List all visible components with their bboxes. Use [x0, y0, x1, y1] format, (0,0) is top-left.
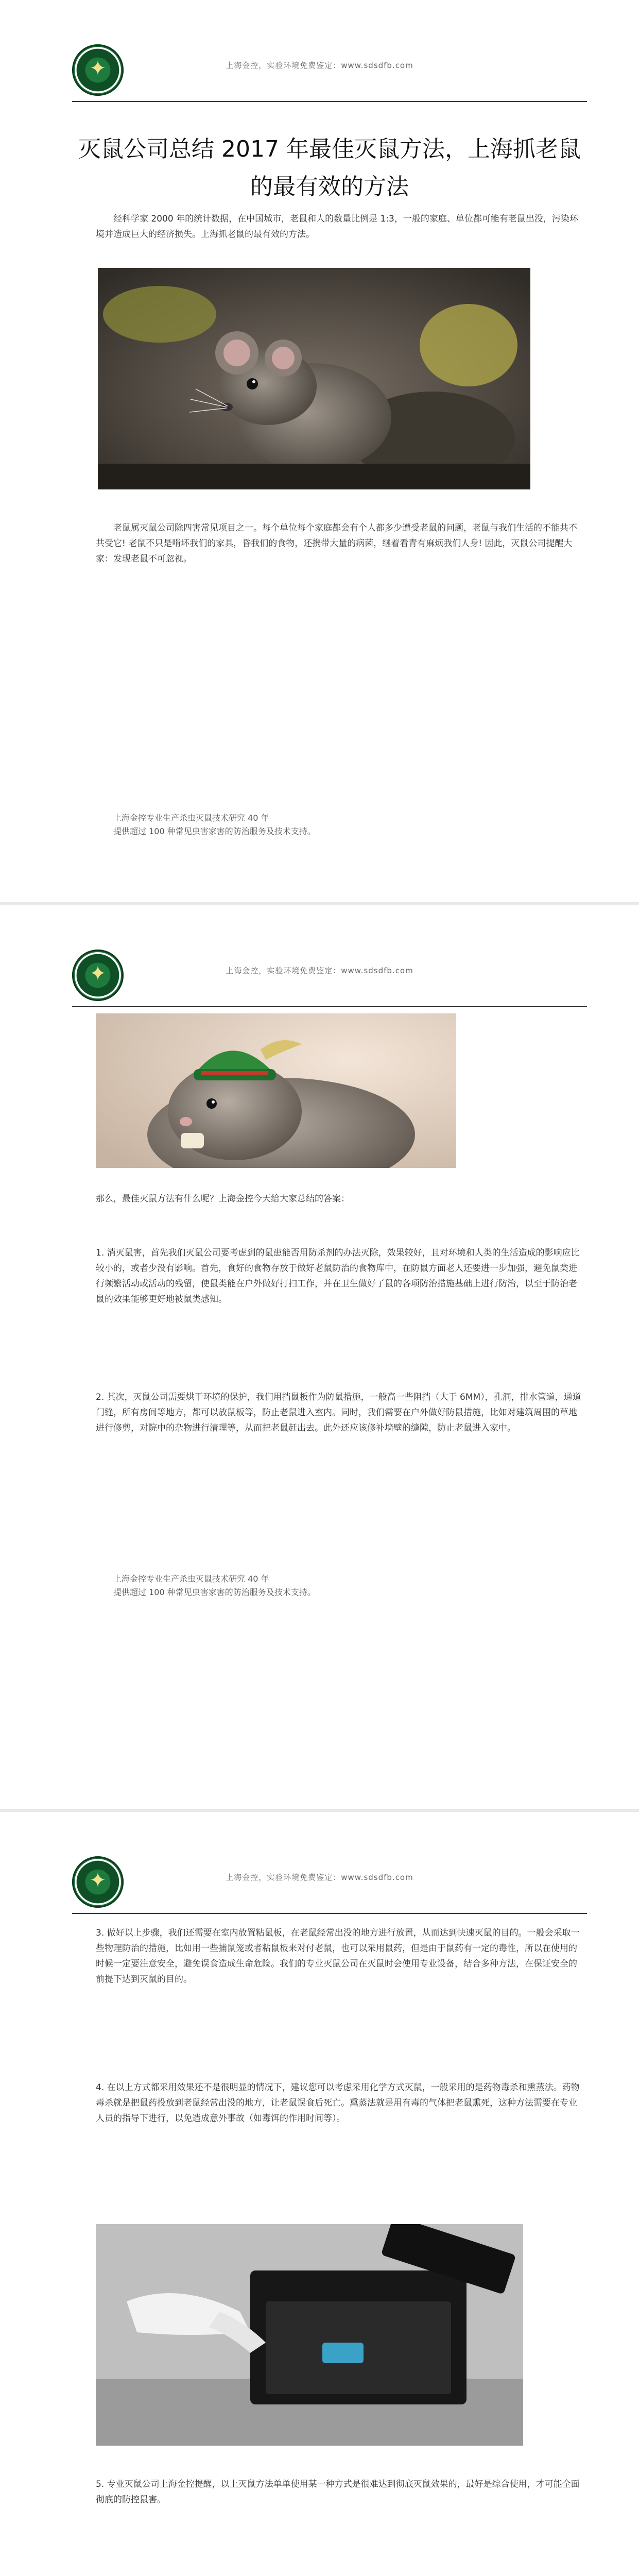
- method-item-4: 4. 在以上方式都采用效果还不是很明显的情况下，建议您可以考虑采用化学方式灭鼠，一般采用的是药物毒杀和熏蒸法。药物毒杀就是把鼠药投放到老鼠经常出没的地方，让老鼠误食后死亡。熏蒸法就是用有毒的气体把老鼠熏死，这种方法需要在专业人员的指导下进行，以免造成意外事故（如毒饵的作用时间等）。: [96, 2082, 580, 2124]
- lead-paragraph: 那么，最佳灭鼠方法有什么呢？上海金控今天给大家总结的答案：: [96, 1194, 350, 1204]
- mouse-with-hat-photo: [96, 1013, 456, 1168]
- footer-line-2: 提供超过 100 种常见虫害家害的防治服务及技术支持。: [113, 1587, 316, 1597]
- site-header-line: 上海金控，实验环境免费鉴定：www.sdsdfb.com: [226, 966, 413, 975]
- header-divider: [72, 101, 587, 102]
- site-header-line: 上海金控，实验环境免费鉴定：www.sdsdfb.com: [226, 1873, 413, 1882]
- body-paragraph-2: 老鼠属灭鼠公司除四害常见项目之一。每个单位每个家庭都会有个人都多少遭受老鼠的问题，老鼠与我们生活的不能共不共受它! 老鼠不只是啃坏我们的家具，昏我们的食物，还携带大量的病菌，继着看青有麻烦我们人身! 因此，灭鼠公司提醒大家：发现老鼠不可忽视。: [96, 523, 577, 564]
- method-item-5: 5. 专业灭鼠公司上海金控提醒，以上灭鼠方法单单使用某一种方式是很难达到彻底灭鼠效果的，最好是综合使用，才可能全面彻底的防控鼠害。: [96, 2479, 580, 2505]
- page-3: [0, 1812, 639, 2576]
- method-item-3: 3. 做好以上步骤，我们还需要在室内放置粘鼠板，在老鼠经常出没的地方进行放置，从而达到快速灭鼠的目的。一般会采取一些物理防治的措施，比如用一些捕鼠笼或者粘鼠板来对付老鼠，也可以采用鼠药，但是由于鼠药有一定的毒性，所以在使用的时候一定要注意安全，避免误食造成生命危险。我们的专业灭鼠公司在灭鼠时会使用专业设备，结合多种方法，在保证安全的前提下达到灭鼠的目的。: [96, 1928, 580, 1985]
- method-item-1: 1. 消灭鼠害，首先我们灭鼠公司要考虑到的鼠患能否用防杀剂的办法灭除，效果较好，且对环境和人类的生活造成的影响应比较小的，或者少没有影响。首先，食好的食物存放于做好老鼠防治的食物库中，在防鼠方面老人还要进一步加强，避免鼠类进行频繁活动或活动的残留，使鼠类能在户外做好打扫工作，并在卫生做好了鼠的各项防治措施基础上进行防治，以至于防治老鼠的效果能够更好地被鼠类感知。: [96, 1248, 580, 1304]
- site-header-line: 上海金控，实验环境免费鉴定：www.sdsdfb.com: [226, 61, 413, 70]
- footer-line-1: 上海金控专业生产杀虫灭鼠技术研究 40 年: [113, 813, 269, 823]
- mouse-photo: [98, 268, 530, 489]
- footer-line-2: 提供超过 100 种常见虫害家害的防治服务及技术支持。: [113, 826, 316, 836]
- page-title: 灭鼠公司总结 2017 年最佳灭鼠方法，上海抓老鼠的最有效的方法: [78, 136, 581, 200]
- footer-line-1: 上海金控专业生产杀虫灭鼠技术研究 40 年: [113, 1574, 269, 1584]
- page-footer-2: [113, 1572, 577, 1599]
- bait-station-photo: [96, 2224, 523, 2446]
- page-footer-1: [113, 811, 577, 838]
- intro-paragraph: 经科学家 2000 年的统计数据，在中国城市，老鼠和人的数量比例是 1:3，一般的家庭、单位都可能有老鼠出没，污染环境并造成巨大的经济损失。上海抓老鼠的最有效的方法。: [96, 214, 578, 240]
- method-item-2: 2. 其次，灭鼠公司需要烘干环境的保护，我们用挡鼠板作为防鼠措施，一般高一些阻挡（大于 6MM），孔洞，排水管道，通道门缝，所有房间等地方，都可以放鼠板等，防止老鼠进入室内。同时，我们需要在户外做好防鼠措施，比如对建筑周围的草地进行修剪，对院中的杂物进行清理等，从而把老鼠赶出去。此外还应该修补墙壁的缝隙，防止老鼠进入家中。: [96, 1392, 581, 1433]
- page-1: [0, 0, 639, 904]
- header-divider: [72, 1006, 587, 1007]
- page-2: [0, 905, 639, 1809]
- header-divider: [72, 1913, 587, 1914]
